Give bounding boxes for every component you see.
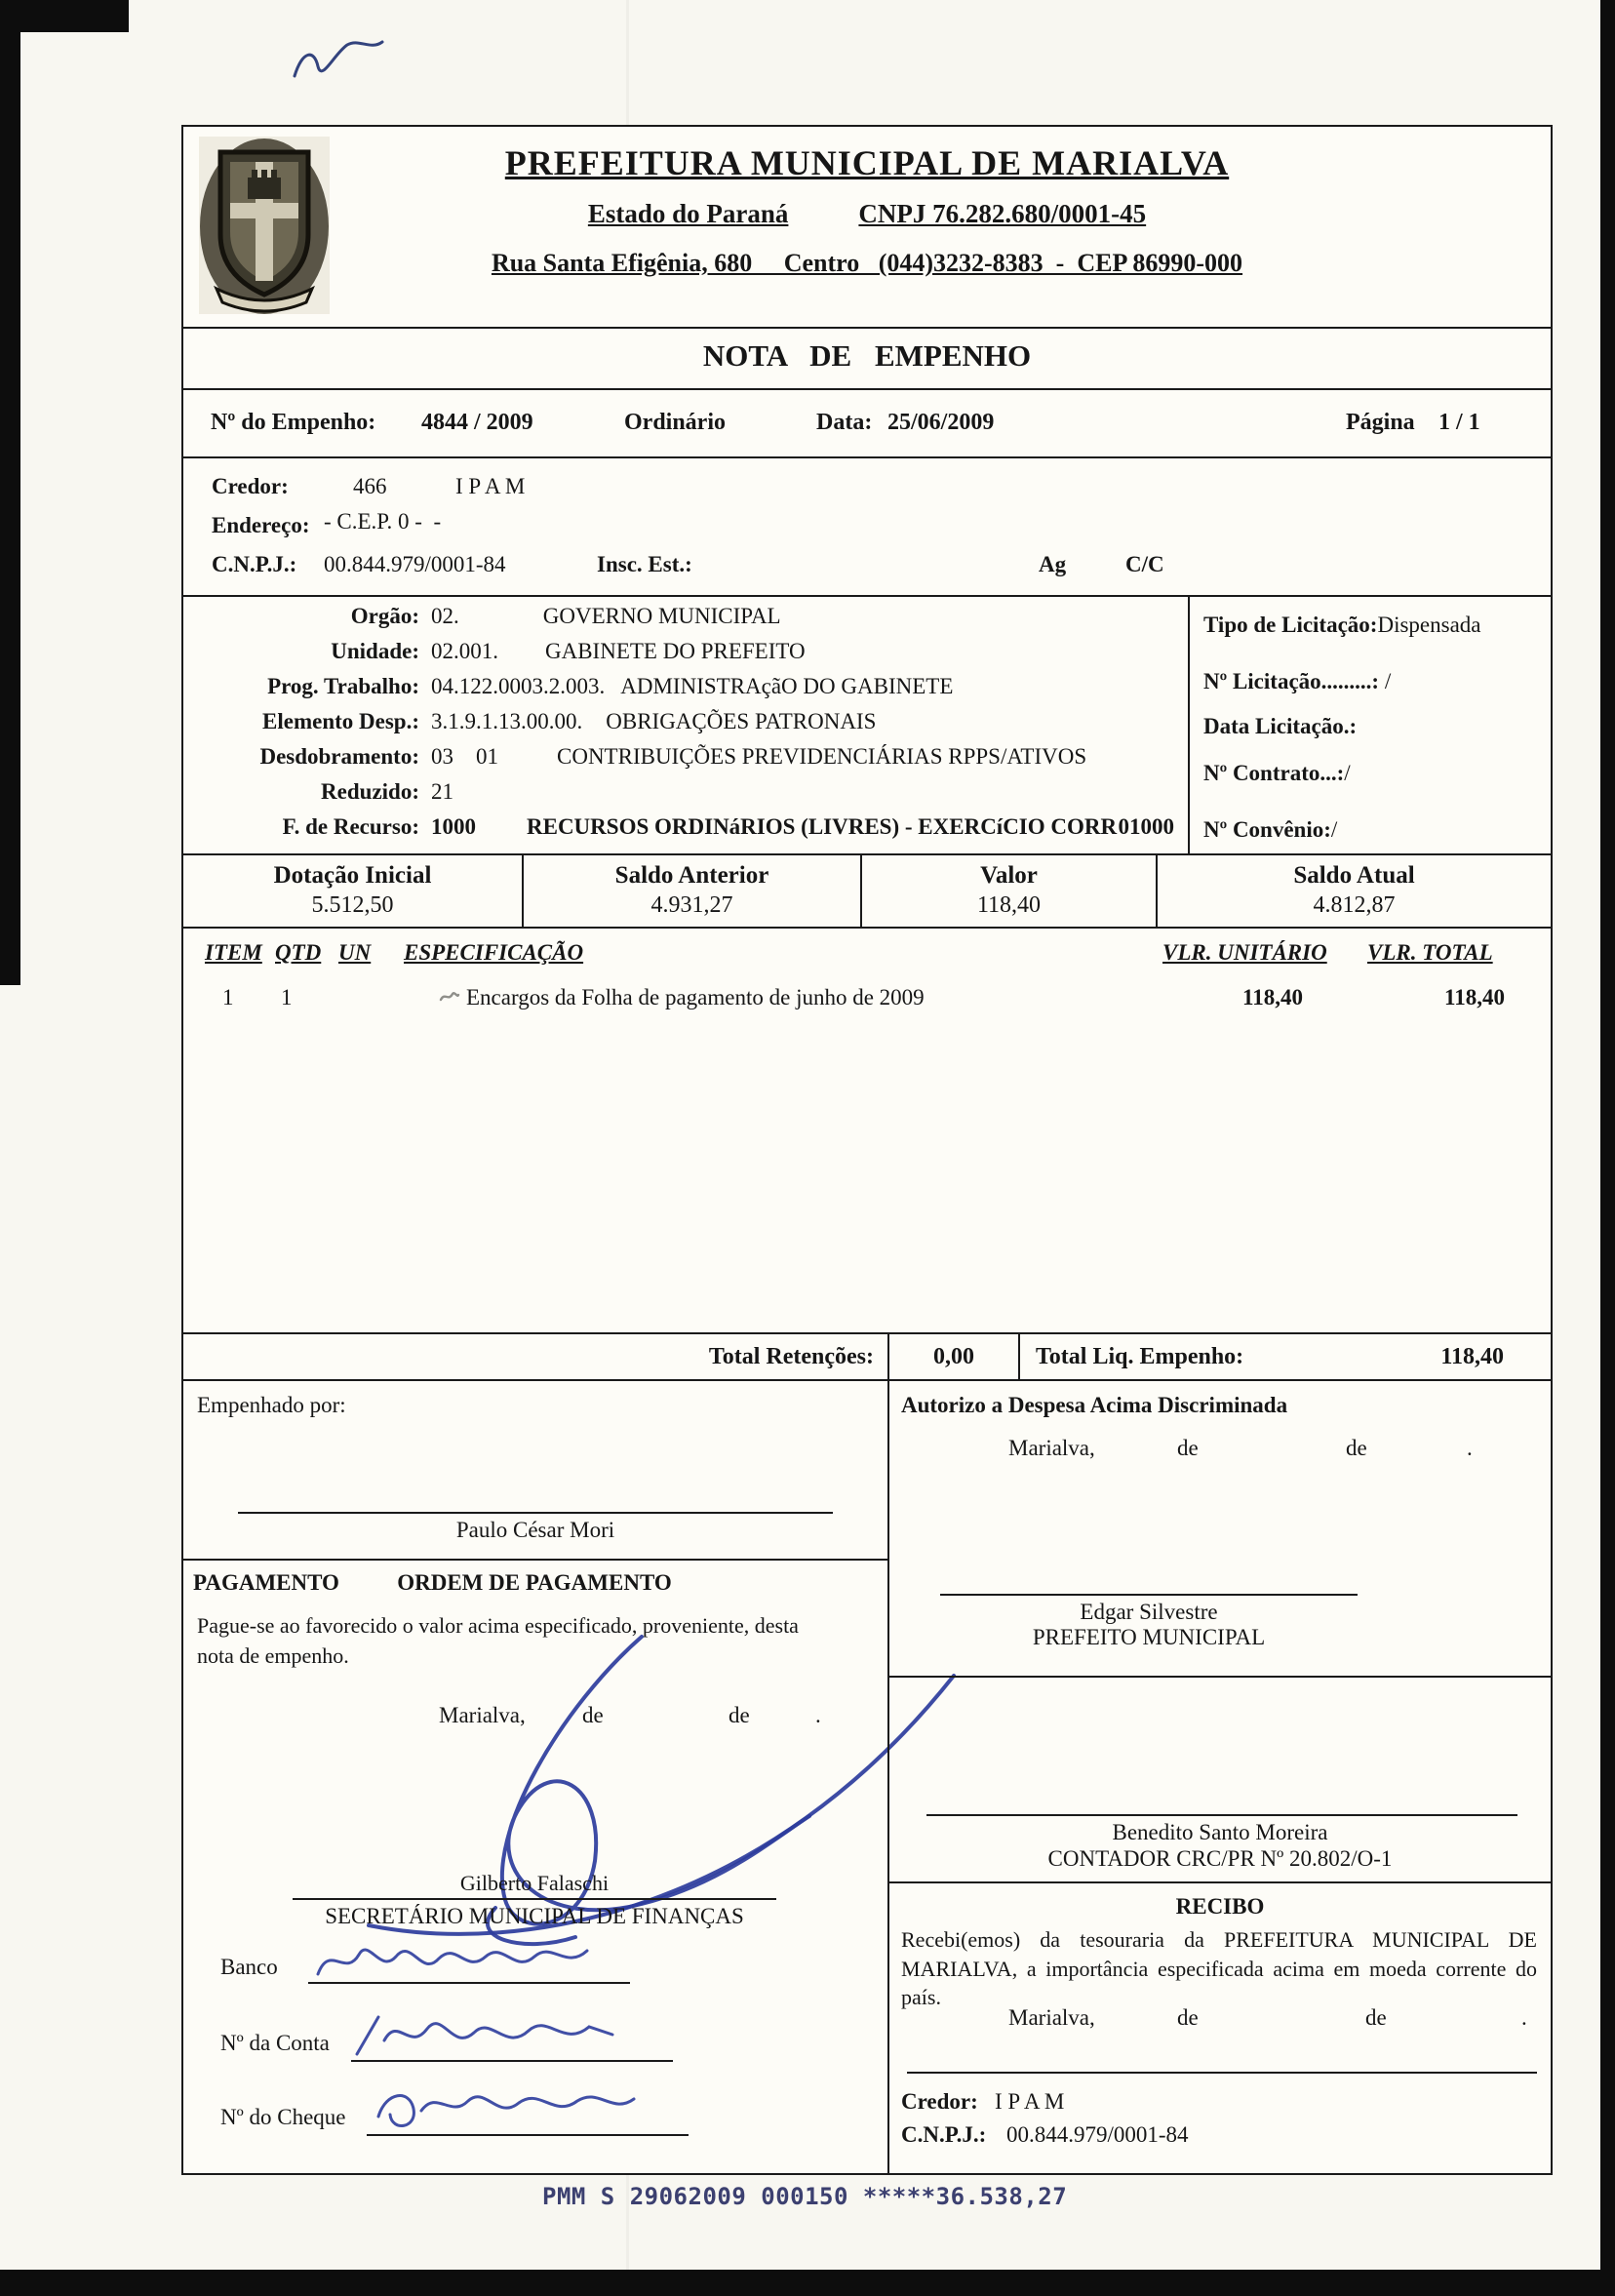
credor-code: 466	[353, 474, 387, 498]
autorizo-de2: de	[1346, 1436, 1367, 1460]
recibo-de2: de	[1365, 2005, 1387, 2030]
secretario-signature-line	[293, 1898, 776, 1900]
recibo-text: Recebi(emos) da tesouraria da PREFEITURA MUNICIPAL DE MARIALVA, a importância especificada acima em moeda corrente do país.	[901, 1927, 1537, 2010]
licitacao-numero: Nº Licitação.........: /	[1203, 669, 1392, 693]
autorizo-dot: .	[1467, 1436, 1473, 1460]
header-cnpj: CNPJ 76.282.680/0001-45	[858, 199, 1147, 228]
header-title: PREFEITURA MUNICIPAL DE MARIALVA	[504, 143, 1230, 182]
prefeito-name: Edgar Silvestre	[1080, 1600, 1218, 1624]
totals-row	[183, 1332, 1551, 1381]
licitacao-data: Data Licitação.:	[1203, 714, 1358, 738]
amount-col: Saldo Anterior 4.931,27	[522, 855, 860, 927]
scan-edge-topleft	[0, 0, 129, 32]
doc-title: NOTA DE EMPENHO	[183, 327, 1551, 388]
credor-cnpj-label: C.N.P.J.:	[212, 552, 297, 576]
header-address: Rua Santa Efigênia, 680 Centro (044)3232-8383 - CEP 86990-000	[491, 249, 1243, 277]
total-liquido-cell	[1018, 1334, 1551, 1379]
recibo-credor-value: I P A M	[995, 2089, 1065, 2114]
secretario-role: SECRETÁRIO MUNICIPAL DE FINANÇAS	[325, 1904, 744, 1928]
scan-edge-left	[0, 0, 20, 985]
conta-handwriting	[351, 2007, 644, 2064]
pagamento-de2: de	[729, 1703, 750, 1727]
items-header-item: ITEM	[205, 940, 262, 965]
classification-row: F. de Recurso: 1000 RECURSOS ORDINáRIOS (LIVRES) - EXERCíCIO CORR 01000	[282, 814, 1174, 839]
credor-cc-label: C/C	[1125, 552, 1164, 576]
cheque-label: Nº do Cheque	[220, 2105, 346, 2129]
contador-role: CONTADOR CRC/PR Nº 20.802/O-1	[1047, 1846, 1393, 1871]
pagamento-box	[183, 1559, 887, 2173]
header-subtitle-row	[183, 199, 1551, 229]
classification-row: Desdobramento: 03 01 CONTRIBUIÇÕES PREVIDENCIÁRIAS RPPS/ATIVOS	[259, 744, 1087, 769]
items-header-espec: ESPECIFICAÇÃO	[404, 940, 584, 965]
empenho-number-row	[183, 388, 1551, 456]
recibo-cnpj-value: 00.844.979/0001-84	[1006, 2122, 1189, 2147]
item-vlr-total: 118,40	[1444, 985, 1505, 1009]
empenhado-name: Paulo César Mori	[455, 1518, 615, 1542]
dot-matrix-stamp: PMM S 29062009 000150 *****36.538,27	[542, 2183, 1068, 2210]
recibo-cnpj-label: C.N.P.J.:	[901, 2122, 987, 2147]
credor-insc-label: Insc. Est.:	[597, 552, 692, 576]
item-vlr-unit: 118,40	[1242, 985, 1303, 1009]
credor-label: Credor:	[212, 474, 289, 498]
licitacao-contrato: Nº Contrato...:/	[1203, 761, 1351, 785]
classification-row: Unidade: 02.001. GABINETE DO PREFEITO	[331, 639, 806, 663]
amounts-row	[183, 853, 1551, 927]
credor-name: I P A M	[455, 474, 526, 498]
pagamento-text: Pague-se ao favorecido o valor acima especificado, proveniente, desta nota de empenho.	[197, 1613, 799, 1668]
recibo-credor-label: Credor:	[901, 2089, 978, 2114]
contador-signature-line	[926, 1814, 1517, 1816]
signatures-left-column	[183, 1381, 887, 2173]
autorizo-de1: de	[1177, 1436, 1199, 1460]
empenho-number-value: 4844 / 2009	[421, 410, 533, 435]
scan-edge-bottom	[0, 2270, 1615, 2296]
credor-ag-label: Ag	[1039, 552, 1067, 576]
item-espec: Encargos da Folha de pagamento de junho de 2009	[466, 985, 925, 1009]
empenho-page-label: Página	[1346, 410, 1415, 435]
pagamento-city: Marialva,	[439, 1703, 526, 1727]
banco-label: Banco	[220, 1955, 278, 1979]
classification-block	[183, 595, 1551, 853]
scan-edge-right	[1600, 0, 1615, 2296]
classification-left	[183, 597, 1188, 853]
cheque-handwriting	[367, 2081, 659, 2138]
contador-name: Benedito Santo Moreira	[1112, 1820, 1328, 1844]
classification-row: Elemento Desp.: 3.1.9.1.13.00.00. OBRIGAÇÕES PATRONAIS	[262, 709, 877, 733]
empenho-number-label: Nº do Empenho:	[211, 410, 376, 435]
secretario-name: Gilberto Falaschi	[459, 1871, 610, 1895]
autorizo-title: Autorizo a Despesa Acima Discriminada	[901, 1393, 1288, 1417]
credor-cnpj-value: 00.844.979/0001-84	[324, 552, 506, 576]
empenho-date-value: 25/06/2009	[887, 410, 995, 435]
prefeito-role: PREFEITO MUNICIPAL	[1032, 1625, 1266, 1649]
total-liquido-value: 118,40	[1440, 1344, 1504, 1369]
cell-divider	[889, 1881, 1551, 1883]
items-header-un: UN	[338, 940, 372, 965]
scan-speck	[439, 989, 460, 1005]
amount-col: Saldo Atual 4.812,87	[1156, 855, 1551, 927]
pen-mark	[289, 35, 396, 92]
empenho-kind: Ordinário	[624, 410, 727, 435]
classification-row: Orgão: 02. GOVERNO MUNICIPAL	[350, 604, 781, 628]
recibo-de1: de	[1177, 2005, 1199, 2030]
autorizo-city: Marialva,	[1008, 1436, 1095, 1460]
items-table	[183, 927, 1551, 1332]
amount-col: Valor 118,40	[860, 855, 1156, 927]
items-header-vlr-total: VLR. TOTAL	[1367, 940, 1493, 965]
empenho-date-label: Data:	[816, 410, 873, 435]
total-retencoes-value: 0,00	[887, 1334, 1018, 1379]
conta-label: Nº da Conta	[220, 2031, 330, 2055]
signatures-area	[183, 1381, 1551, 2173]
item-number: 1	[222, 985, 234, 1009]
credor-address-value: - C.E.P. 0 - -	[324, 509, 442, 534]
licitacao-convenio: Nº Convênio:/	[1203, 817, 1338, 842]
items-header-qtd: QTD	[275, 940, 322, 965]
classification-row: Prog. Trabalho: 04.122.0003.2.003. ADMINISTRAçãO DO GABINETE	[267, 674, 954, 698]
pagamento-dot: .	[815, 1703, 821, 1727]
recibo-city: Marialva,	[1008, 2005, 1095, 2030]
signatures-right-column	[887, 1381, 1551, 2173]
recurso-extra-code: 01000	[1118, 814, 1174, 839]
pagamento-de1: de	[582, 1703, 604, 1727]
empenhado-signature-line	[238, 1512, 833, 1514]
document-header	[183, 127, 1551, 327]
amount-col: Dotação Inicial 5.512,50	[273, 862, 432, 918]
items-header-vlr-unit: VLR. UNITÁRIO	[1162, 940, 1327, 965]
classification-row: Reduzido: 21	[321, 779, 453, 804]
prefeito-signature-line	[940, 1594, 1358, 1596]
empenhado-por-label: Empenhado por:	[197, 1393, 346, 1417]
licitacao-tipo: Tipo de Licitação:Dispensada	[1203, 613, 1481, 637]
cell-divider	[889, 1676, 1551, 1678]
pagamento-title: PAGAMENTO	[193, 1570, 339, 1595]
recibo-dot: .	[1521, 2005, 1527, 2030]
total-retencoes-label: Total Retenções:	[708, 1344, 874, 1369]
recibo-signature-line	[907, 2072, 1537, 2074]
item-qtd: 1	[281, 985, 293, 1009]
nota-de-empenho-document	[181, 125, 1553, 2175]
total-liquido-label: Total Liq. Empenho:	[1036, 1344, 1244, 1369]
empenho-page-value: 1 / 1	[1438, 410, 1480, 435]
licitacao-box	[1188, 597, 1551, 853]
header-state: Estado do Paraná	[587, 199, 789, 228]
credor-address-label: Endereço:	[212, 513, 310, 537]
recibo-title: RECIBO	[1175, 1894, 1265, 1919]
banco-handwriting	[310, 1929, 622, 1986]
ordem-pagamento-title: ORDEM DE PAGAMENTO	[397, 1570, 672, 1595]
credor-block	[183, 456, 1551, 595]
